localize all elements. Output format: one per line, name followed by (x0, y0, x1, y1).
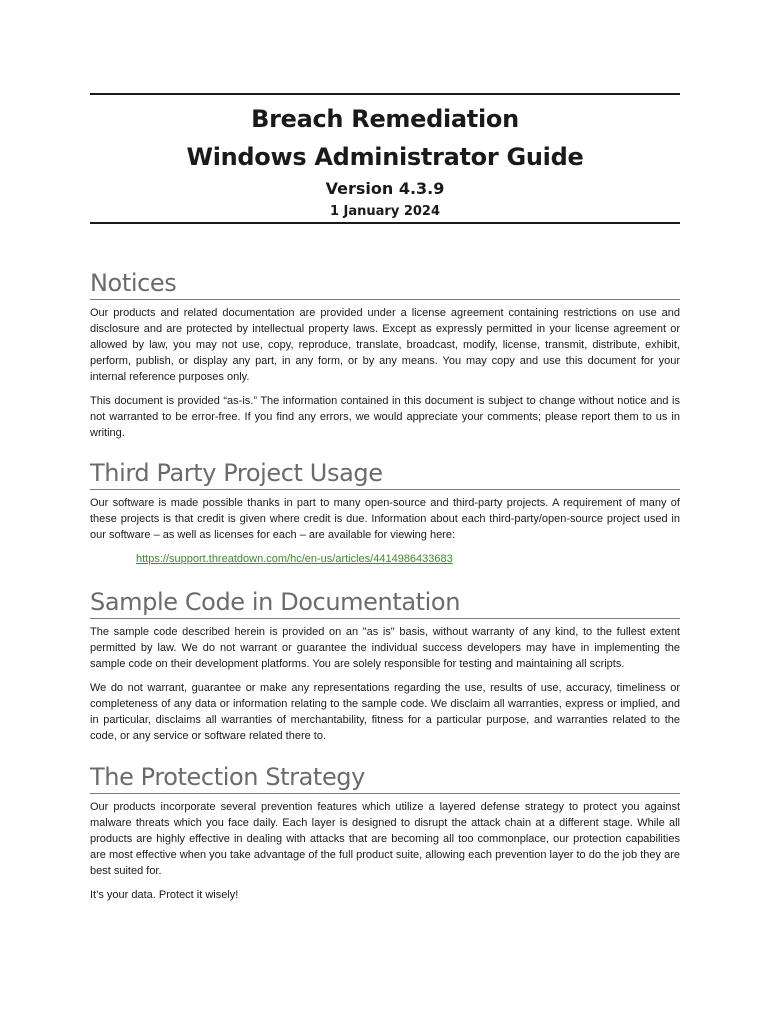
sample-code-paragraph-1: The sample code described herein is provided on an "as is" basis, without warranty of any kind, to the fullest extent permitted by law. We do not warrant or guarantee the individual success developers may have in implementing the sample code on their development platforms. You are solely responsible for testing and maintaining all scripts. (90, 626, 680, 670)
third-party-licenses-link[interactable]: https://support.threatdown.com/hc/en-us/articles/4414986433683 (136, 553, 453, 565)
section-notices (90, 268, 680, 441)
document-version: Version 4.3.9 (325, 179, 445, 198)
section-heading-sample-code: Sample Code in Documentation (90, 587, 680, 619)
document-title-line-1: Breach Remediation (251, 105, 519, 133)
section-sample-code (90, 587, 680, 744)
title-block (90, 93, 680, 224)
protection-strategy-paragraph-2: It’s your data. Protect it wisely! (90, 889, 239, 901)
document-title-line-2: Windows Administrator Guide (186, 143, 584, 171)
document-date: 1 January 2024 (329, 204, 441, 219)
sample-code-paragraph-2: We do not warrant, guarantee or make any representations regarding the use, results of use, accuracy, timeliness or completeness of any data or information relating to the sample code. We disclaim all warranties, express or implied, and in particular, disclaims all warranties of merchantability, fitness for a particular purpose, and warranties related to the code, or any service or software related there to. (90, 682, 680, 742)
section-heading-notices: Notices (90, 268, 680, 300)
third-party-paragraph-1: Our software is made possible thanks in part to many open-source and third-party projects. A requirement of many of these projects is that credit is given where credit is due. Information about each third-party/open-source project used in our software – as well as licenses for each – are available for viewing here: (90, 497, 680, 541)
section-heading-protection-strategy: The Protection Strategy (90, 762, 680, 794)
section-protection-strategy (90, 762, 680, 903)
protection-strategy-paragraph-1: Our products incorporate several prevention features which utilize a layered defense strategy to protect you against malware threats which you face daily. Each layer is designed to disrupt the attack chain at a different stage. While all products are highly effective in dealing with attacks that are becoming all too commonplace, our protection capabilities are most effective when you take advantage of the full product suite, allowing each prevention layer to do the job they are best suited for. (90, 801, 680, 877)
notices-paragraph-2: This document is provided “as-is.” The information contained in this document is subject to change without notice and is not warranted to be error-free. If you find any errors, we would appreciate your comments; please report them to us in writing. (90, 395, 680, 439)
notices-paragraph-1: Our products and related documentation are provided under a license agreement containing restrictions on use and disclosure and are protected by intellectual property laws. Except as expressly permitted in your license agreement or allowed by law, you may not use, copy, reproduce, translate, broadcast, modify, license, transmit, distribute, exhibit, perform, publish, or display any part, in any form, or by any means. You may copy and use this document for your internal reference purposes only. (90, 307, 680, 383)
section-third-party-project-usage (90, 458, 680, 567)
section-heading-third-party: Third Party Project Usage (90, 458, 680, 490)
